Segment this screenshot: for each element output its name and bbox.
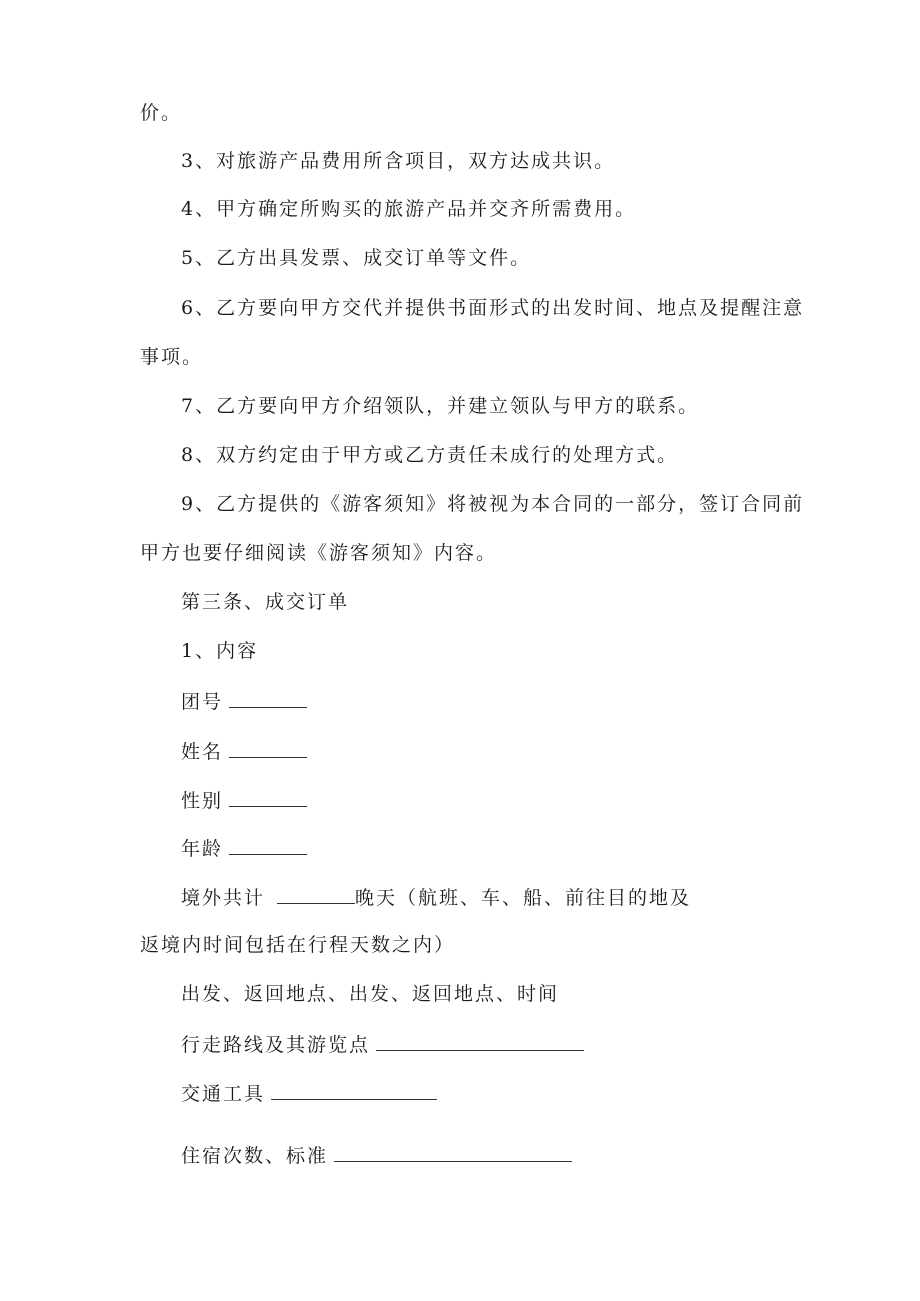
field-label: 性别 (181, 790, 224, 812)
clause-item-7: 7、乙方要向甲方介绍领队，并建立领队与甲方的联系。 (181, 395, 700, 417)
field-label: 交通工具 (181, 1083, 266, 1105)
departure-return-line: 出发、返回地点、出发、返回地点、时间 (181, 983, 560, 1005)
fill-blank (271, 1079, 437, 1100)
text-line: 事项。 (140, 346, 204, 368)
field-label: 团号 (181, 691, 224, 713)
abroad-nights-field (181, 883, 691, 911)
text-line: 甲方也要仔细阅读《游客须知》内容。 (140, 542, 498, 564)
clause-item-9: 9、乙方提供的《游客须知》将被视为本合同的一部分，签订合同前 (181, 493, 805, 515)
fill-blank (229, 737, 307, 758)
field-label: 姓名 (181, 741, 224, 763)
fill-blank (229, 834, 307, 855)
name-field (181, 737, 307, 765)
field-label: 行走路线及其游览点 (181, 1034, 371, 1056)
section-heading: 第三条、成交订单 (181, 591, 350, 613)
fill-blank (229, 687, 307, 708)
clause-item-5: 5、乙方出具发票、成交订单等文件。 (181, 247, 532, 269)
clause-item-3: 3、对旅游产品费用所含项目，双方达成共识。 (181, 150, 616, 172)
lodging-field (181, 1141, 572, 1169)
route-field (181, 1030, 584, 1058)
field-label: 住宿次数、标准 (181, 1145, 329, 1167)
age-field (181, 834, 307, 862)
clause-item-4: 4、甲方确定所购买的旅游产品并交齐所需费用。 (181, 198, 637, 220)
field-label: 境外共计 (181, 887, 266, 909)
transport-field (181, 1079, 437, 1107)
group-number-field (181, 687, 307, 715)
fill-blank (376, 1030, 584, 1051)
fill-blank (229, 786, 307, 807)
fill-blank (277, 883, 355, 904)
subsection-heading: 1、内容 (181, 640, 259, 662)
field-label: 年龄 (181, 838, 224, 860)
clause-item-6: 6、乙方要向甲方交代并提供书面形式的出发时间、地点及提醒注意 (181, 297, 805, 319)
text-line: 返境内时间包括在行程天数之内） (140, 934, 456, 956)
clause-item-8: 8、双方约定由于甲方或乙方责任未成行的处理方式。 (181, 444, 679, 466)
fill-blank (334, 1141, 572, 1162)
text-line: 价。 (140, 102, 183, 124)
gender-field (181, 786, 307, 814)
field-suffix: 晚天（航班、车、船、前往目的地及 (355, 887, 692, 909)
